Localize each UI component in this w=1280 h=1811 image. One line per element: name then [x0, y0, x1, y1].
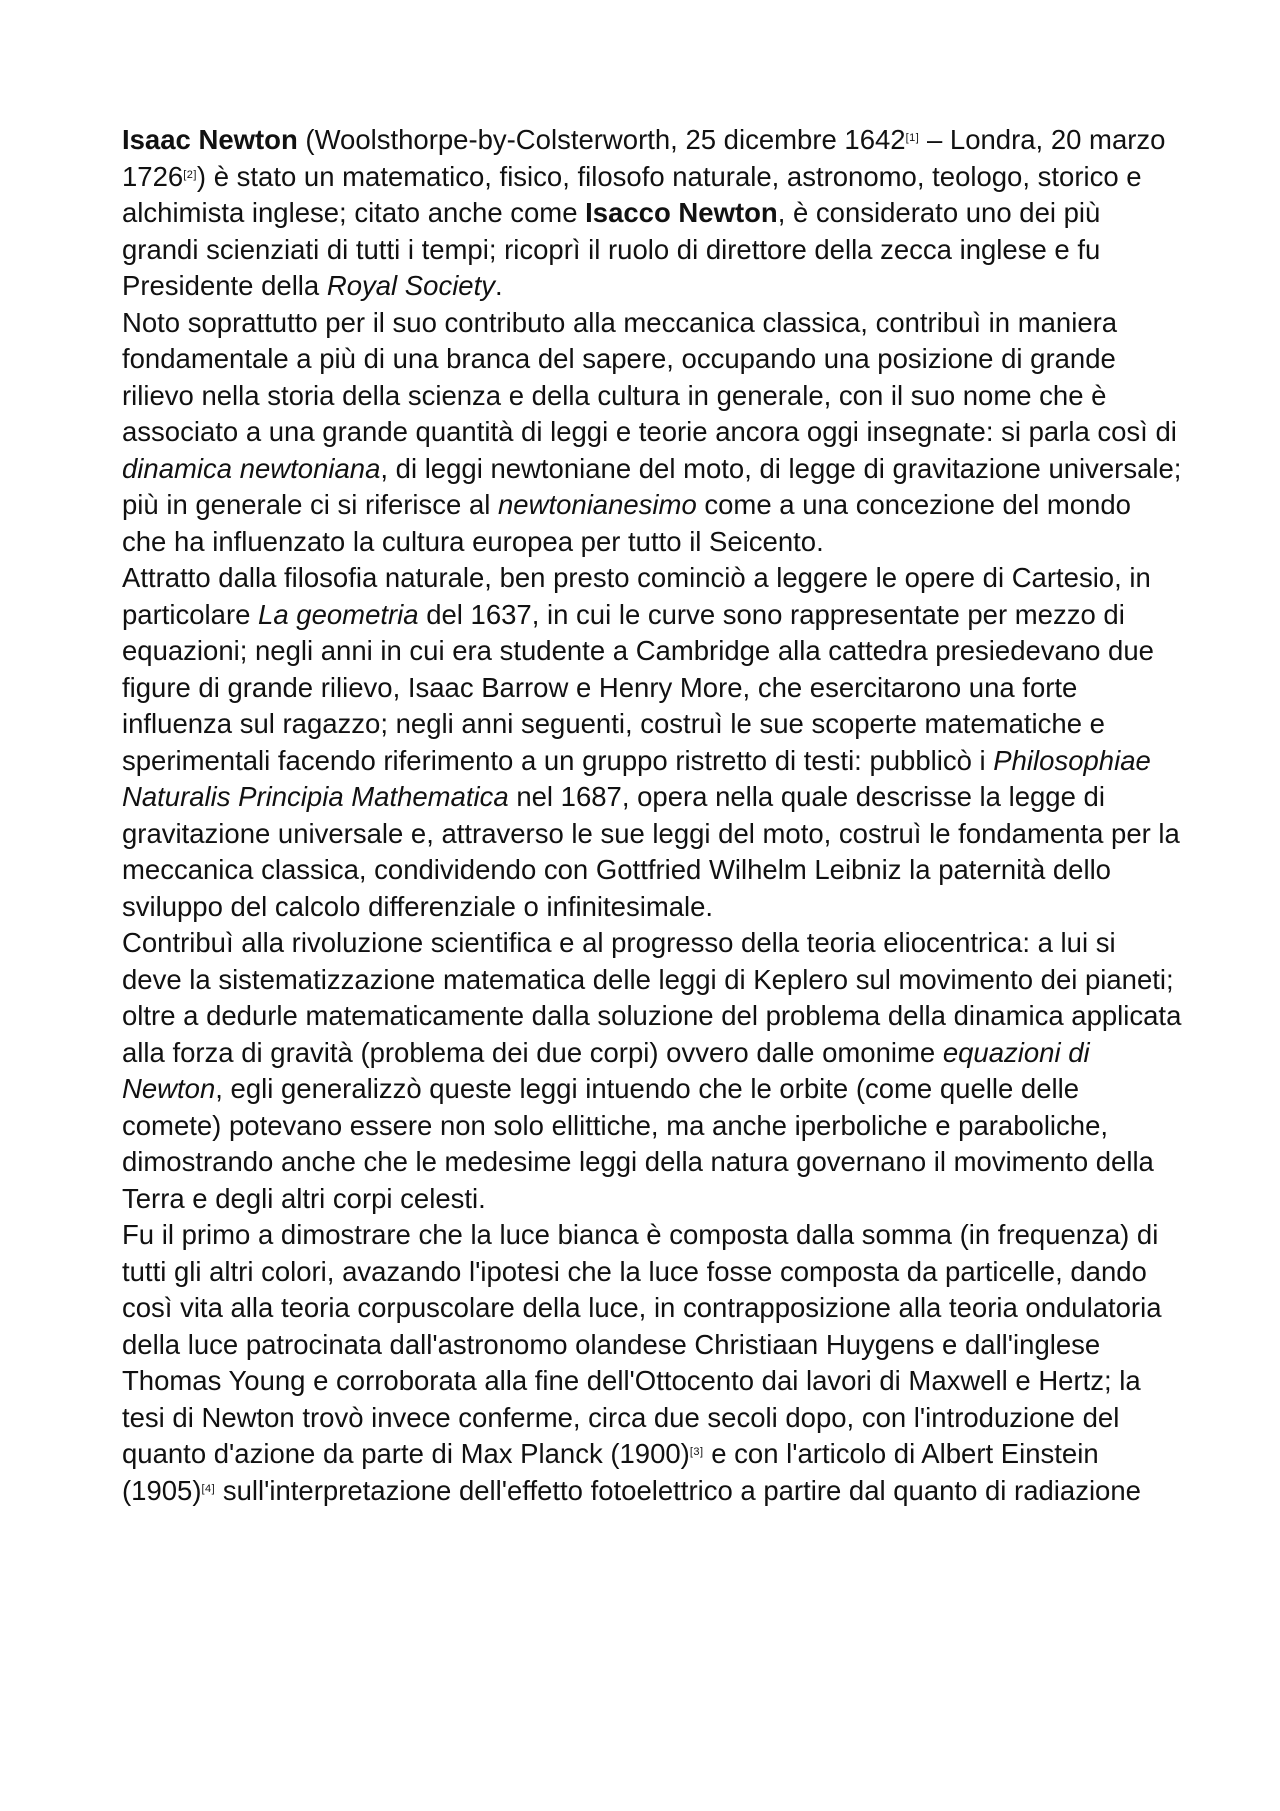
text: , egli generalizzò queste leggi intuendo che le orbite (come quelle delle comete) potevano essere non solo ellittiche, ma anche iperboliche e paraboliche, dimostrando anche che le medesime leggi della natura governano il movimento della Terra e degli altri corpi celesti. — [122, 1073, 1154, 1214]
italic-term: Philosophiae Naturalis Principia Mathematica — [122, 744, 1151, 812]
text: ) è stato un matematico, fisico, filosofo naturale, astronomo, teologo, storico e alchimista inglese; citato anche come — [122, 160, 1142, 228]
text: e con l'articolo di Albert Einstein (1905) — [122, 1438, 1099, 1506]
alternate-name: Isacco Newton — [585, 197, 778, 228]
royal-society-term: Royal Society — [326, 270, 495, 301]
text: . — [495, 270, 503, 301]
text: come a una concezione del mondo che ha influenzato la cultura europea per tutto il Seicento. — [122, 489, 1131, 557]
text: Contribuì alla rivoluzione scientifica e al progresso della teoria eliocentrica: a lui si deve la sistematizzazione matematica delle leggi di Keplero sul movimento dei pianeti; oltre a dedurle matematicamente dalla soluzione del problema della dinamica applicata alla forza di gravità (problema dei due corpi) ovvero dalle omonime — [122, 927, 1182, 1068]
reference-link[interactable]: [4] — [201, 1482, 216, 1495]
reference-link[interactable]: [1] — [905, 132, 920, 144]
paragraph-revolution — [122, 925, 1182, 1217]
text: , di leggi newtoniane del moto, di legge di gravitazione universale; più in generale ci si riferisce al — [122, 452, 1182, 520]
text: Noto soprattutto per il suo contributo alla meccanica classica, contribuì in maniera fondamentale a più di una branca del sapere, occupando una posizione di grande rilievo nella storia della scienza e della cultura in generale, con il suo nome che è associato a una grande quantità di leggi e teorie ancora oggi insegnate: si parla così di — [122, 306, 1177, 447]
text: nel 1687, opera nella quale descrisse la legge di gravitazione universale e, attraverso le sue leggi del moto, costruì le fondamenta per la meccanica classica, condividendo con Gottfried Wilhelm Leibniz la paternità dello sviluppo del calcolo differenziale o infinitesimale. — [122, 781, 1180, 922]
text: – Londra, 20 marzo 1726 — [122, 124, 1166, 192]
text: del 1637, in cui le curve sono rappresentate per mezzo di equazioni; negli anni in cui era studente a Cambridge alla cattedra presiedevano due figure di grande rilievo, Isaac Barrow e Henry More, che esercitarono una forte influenza sul ragazzo; negli anni seguenti, costruì le sue scoperte matematiche e sperimentali facendo riferimento a un gruppo ristretto di testi: pubblicò i — [122, 598, 1154, 776]
paragraph-light — [122, 1217, 1182, 1509]
reference-link[interactable]: [2] — [183, 168, 197, 181]
article-body — [122, 122, 1182, 1509]
subject-name: Isaac Newton — [122, 124, 298, 155]
italic-term: equazioni di Newton — [122, 1036, 1090, 1104]
paragraph-mechanics — [122, 305, 1182, 561]
italic-term: dinamica newtoniana — [122, 452, 381, 484]
reference-link[interactable]: [3] — [689, 1446, 704, 1458]
text: Fu il primo a dimostrare che la luce bianca è composta dalla somma (in frequenza) di tutti gli altri colori, avazando l'ipotesi che la luce fosse composta da particelle, dando così vita alla teoria corpuscolare della luce, in contrapposizione alla teoria ondulatoria della luce patrocinata dall'astronomo olandese Christiaan Huygens e dall'inglese Thomas Young e corroborata alla fine dell'Ottocento dai lavori di Maxwell e Hertz; la tesi di Newton trovò invece conferme, circa due secoli dopo, con l'introduzione del quanto d'azione da parte di Max Planck (1900) — [122, 1219, 1162, 1469]
paragraph-philosophy — [122, 560, 1182, 925]
text: sull'interpretazione dell'effetto fotoelettrico a partire dal quanto di radiazione — [215, 1474, 1141, 1506]
text: , è considerato uno dei più grandi scienziati di tutti i tempi; ricoprì il ruolo di direttore della zecca inglese e fu Presidente della — [122, 197, 1101, 301]
text: Attratto dalla filosofia naturale, ben presto cominciò a leggere le opere di Cartesio, in particolare — [122, 562, 1151, 630]
text: (Woolsthorpe-by-Colsterworth, 25 dicembre 1642 — [297, 124, 906, 155]
paragraph-intro — [122, 122, 1182, 305]
italic-term: newtonianesimo — [498, 489, 697, 520]
italic-term: La geometria — [258, 598, 419, 630]
